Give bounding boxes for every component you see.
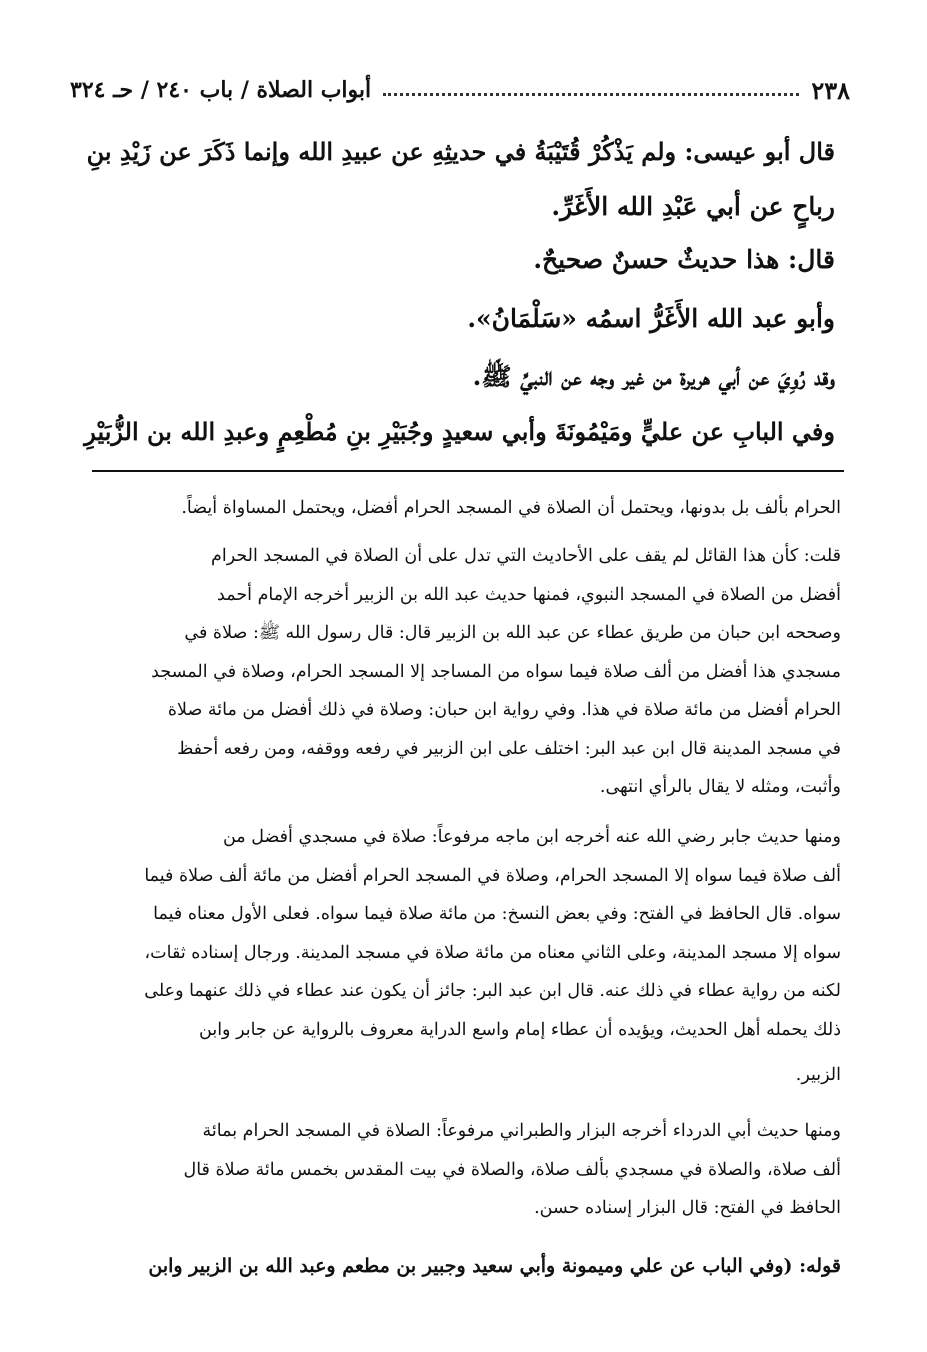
commentary-line: قلت: كأن هذا القائل لم يقف على الأحاديث التي تدل على أن الصلاة في المسجد الحرام bbox=[211, 546, 841, 566]
header-title: أبواب الصلاة / باب ٢٤٠ / حـ ٣٢٤ bbox=[70, 77, 372, 103]
commentary-line: سواه إلا مسجد المدينة، وعلى الثاني معناه من مائة صلاة في مسجد المدينة. ورجال إسناده ثقات، bbox=[144, 943, 841, 963]
commentary-line: الحرام أفضل من مائة صلاة في هذا. وفي رواية ابن حبان: وصلاة في ذلك أفضل من مائة صلاة bbox=[167, 700, 841, 720]
commentary-line: وأثبت، ومثله لا يقال بالرأي انتهى. bbox=[599, 777, 841, 797]
running-header bbox=[70, 68, 850, 112]
commentary-line: مسجدي هذا أفضل من ألف صلاة فيما سواه من المساجد إلا المسجد الحرام، وصلاة في المسجد bbox=[151, 662, 841, 682]
commentary-line: ومنها حديث جابر رضي الله عنه أخرجه ابن ماجه مرفوعاً: صلاة في مسجدي أفضل من bbox=[222, 827, 841, 847]
main-text-line: قال أبو عيسى: ولم يَذْكُرْ قُتَيْبَةُ في حديثِهِ عن عبيدِ الله وإنما ذَكَرَ عن زَيْدِ بنِ bbox=[86, 137, 835, 166]
commentary-line: أفضل من الصلاة في المسجد النبوي، فمنها حديث عبد الله بن الزبير أخرجه الإمام أحمد bbox=[217, 585, 841, 605]
commentary-line: ألف صلاة، والصلاة في مسجدي بألف صلاة، والصلاة في بيت المقدس بخمس مائة صلاة قال bbox=[183, 1160, 841, 1180]
footnote-divider bbox=[92, 470, 844, 472]
commentary-line: لكنه من رواية عطاء في ذلك عنه. قال ابن عبد البر: جائز أن يكون عند عطاء في ذلك عنهما وعلى bbox=[144, 981, 841, 1001]
main-text-line: وأبو عبد الله الأَغَرُّ اسمُه «سَلْمَانُ». bbox=[467, 304, 835, 333]
main-text-line: رباحٍ عن أبي عَبْدِ الله الأَغَرِّ. bbox=[551, 192, 835, 221]
main-text-line: قال: هذا حديثٌ حسنٌ صحيحٌ. bbox=[533, 245, 835, 274]
header-dot-leader bbox=[383, 85, 799, 96]
commentary-line: سواه. قال الحافظ في الفتح: وفي بعض النسخ: من مائة صلاة فيما سواه. فعلى الأول معناه فيما bbox=[153, 904, 841, 924]
main-text-line: وفي البابِ عن عليٍّ ومَيْمُونَةَ وأبي سعيدٍ وجُبَيْرِ بنِ مُطْعِمٍ وعبدِ الله بن الزُّبَيْرِ bbox=[84, 417, 835, 446]
commentary-line: قوله: (وفي الباب عن علي وميمونة وأبي سعيد وجبير بن مطعم وعبد الله بن الزبير وابن bbox=[148, 1255, 841, 1277]
commentary-line: الحافظ في الفتح: قال البزار إسناده حسن. bbox=[534, 1198, 841, 1218]
commentary-line: ومنها حديث أبي الدرداء أخرجه البزار والطبراني مرفوعاً: الصلاة في المسجد الحرام بمائة bbox=[202, 1121, 841, 1141]
commentary-line: ألف صلاة فيما سواه إلا المسجد الحرام، وصلاة في المسجد الحرام أفضل من مائة ألف صلاة فيما bbox=[144, 866, 841, 886]
commentary-line: الزبير. bbox=[795, 1065, 841, 1085]
commentary-line: وصححه ابن حبان من طريق عطاء عن عبد الله بن الزبير قال: قال رسول الله ﷺ: صلاة في bbox=[184, 623, 841, 643]
commentary-line: في مسجد المدينة قال ابن عبد البر: اختلف على ابن الزبير في رفعه ووقفه، ومن رفعه أحفظ bbox=[177, 739, 841, 759]
page-number: ٢٣٨ bbox=[811, 75, 850, 105]
main-text-line: وقد رُوِيَ عن أبي هريرة من غير وجه عن النبيِّ ﷺ. bbox=[472, 362, 835, 391]
commentary-line: ذلك يحمله أهل الحديث، ويؤيده أن عطاء إمام واسع الدراية معروف بالرواية عن جابر وابن bbox=[199, 1020, 841, 1040]
commentary-line: الحرام بألف بل بدونها، ويحتمل أن الصلاة في المسجد الحرام أفضل، ويحتمل المساواة أيضاً. bbox=[181, 498, 841, 518]
